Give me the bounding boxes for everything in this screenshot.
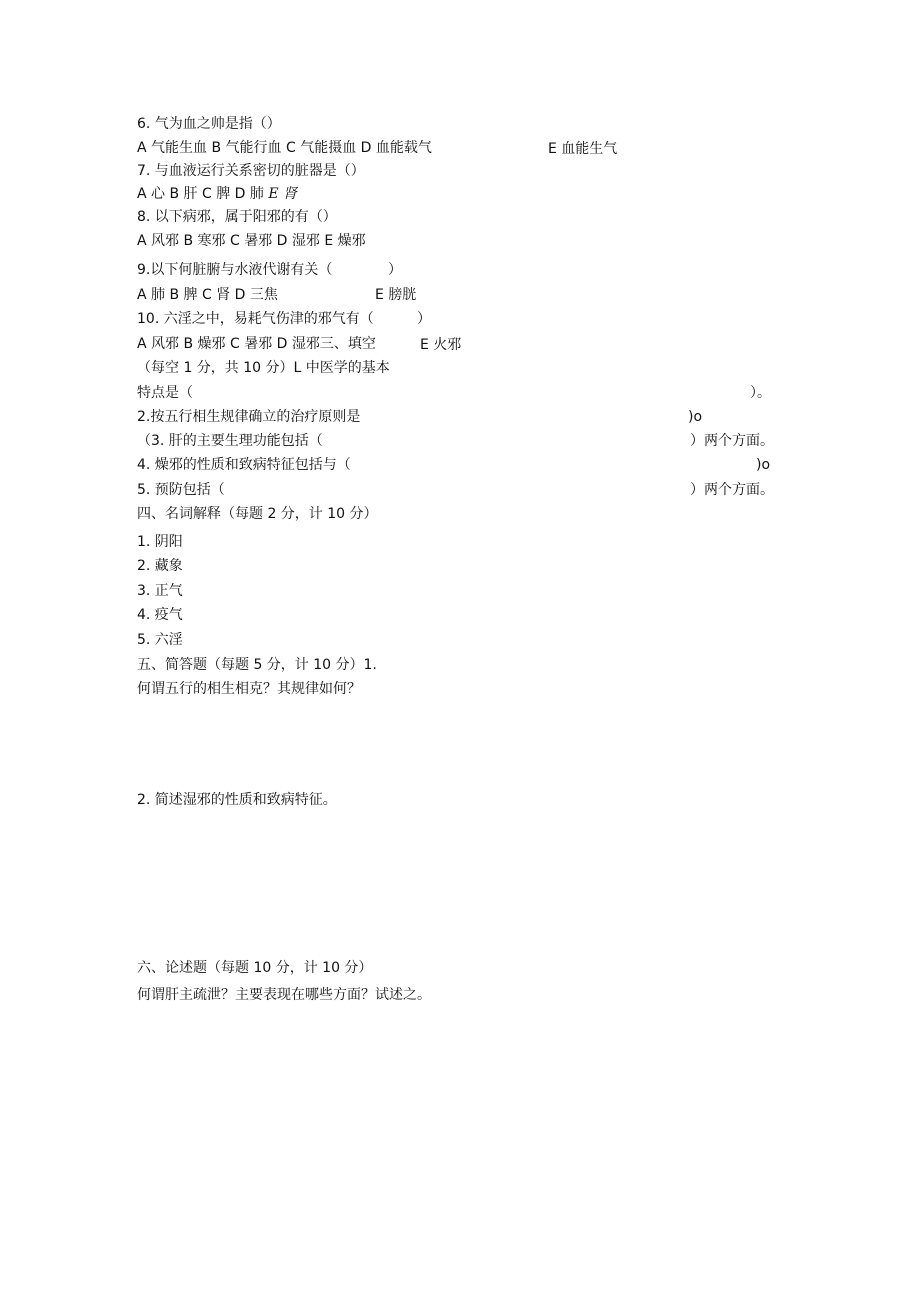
question-7-option-e: E 肾 — [268, 186, 298, 202]
question-9-stem-close: ） — [388, 262, 402, 278]
question-6-options: A 气能生血 B 气能行血 C 气能摄血 D 血能载气 — [137, 140, 432, 156]
question-10-stem-close: ） — [417, 311, 431, 327]
question-9-stem: 9.以下何脏腑与水液代谢有关（ — [137, 262, 333, 278]
short-answer-q1: 何谓五行的相生相克？其规律如何？ — [137, 681, 361, 697]
question-6-stem: 6. 气为血之帅是指（） — [137, 116, 281, 132]
essay-q1: 何谓肝主疏泄？主要表现在哪些方面？试述之。 — [137, 987, 431, 1003]
terms-heading: 四、名词解释（每题 2 分，计 10 分） — [137, 506, 378, 522]
fill-q4-end: )o — [756, 457, 771, 473]
question-9-options: A 肺 B 脾 C 肾 D 三焦 — [137, 287, 278, 303]
question-10-option-e: E 火邪 — [420, 337, 462, 353]
fill-section-intro: （每空 1 分，共 10 分）L 中医学的基本 — [137, 360, 390, 376]
fill-q2-end: )o — [688, 409, 703, 425]
question-8-stem: 8. 以下病邪，属于阳邪的有（） — [137, 209, 337, 225]
essay-heading: 六、论述题（每题 10 分，计 10 分） — [137, 960, 373, 976]
fill-q5-end: ）两个方面。 — [690, 482, 774, 498]
term-item: 5. 六淫 — [137, 632, 183, 648]
term-item: 3. 正气 — [137, 583, 183, 599]
fill-q3-end: ）两个方面。 — [690, 433, 774, 449]
fill-q4-start: 4. 燥邪的性质和致病特征包括与（ — [137, 457, 351, 473]
term-item: 4. 疫气 — [137, 607, 183, 623]
question-9-option-e: E 膀胱 — [375, 287, 417, 303]
question-7-options-a-d: A 心 B 肝 C 脾 D 肺 — [137, 186, 264, 202]
short-answer-heading: 五、简答题（每题 5 分，计 10 分）1. — [137, 657, 377, 673]
term-item: 2. 藏象 — [137, 558, 183, 574]
question-7-stem: 7. 与血液运行关系密切的脏器是（） — [137, 163, 365, 179]
question-8-options: A 风邪 B 寒邪 C 暑邪 D 湿邪 E 燥邪 — [137, 233, 366, 249]
fill-q5-start: 5. 预防包括（ — [137, 482, 225, 498]
fill-q1-end: ）。 — [750, 385, 771, 401]
question-6-option-e: E 血能生气 — [548, 141, 618, 157]
fill-q2-start: 2.按五行相生规律确立的治疗原则是 — [137, 409, 361, 425]
question-10-options: A 风邪 B 燥邪 C 暑邪 D 湿邪三、填空 — [137, 336, 376, 352]
question-10-stem: 10. 六淫之中，易耗气伤津的邪气有（ — [137, 311, 374, 327]
short-answer-q2: 2. 简述湿邪的性质和致病特征。 — [137, 792, 337, 808]
fill-q1-start: 特点是（ — [137, 385, 193, 401]
fill-q3-start: （3. 肝的主要生理功能包括（ — [137, 433, 323, 449]
question-7-options — [137, 185, 297, 203]
term-item: 1. 阴阳 — [137, 534, 183, 550]
